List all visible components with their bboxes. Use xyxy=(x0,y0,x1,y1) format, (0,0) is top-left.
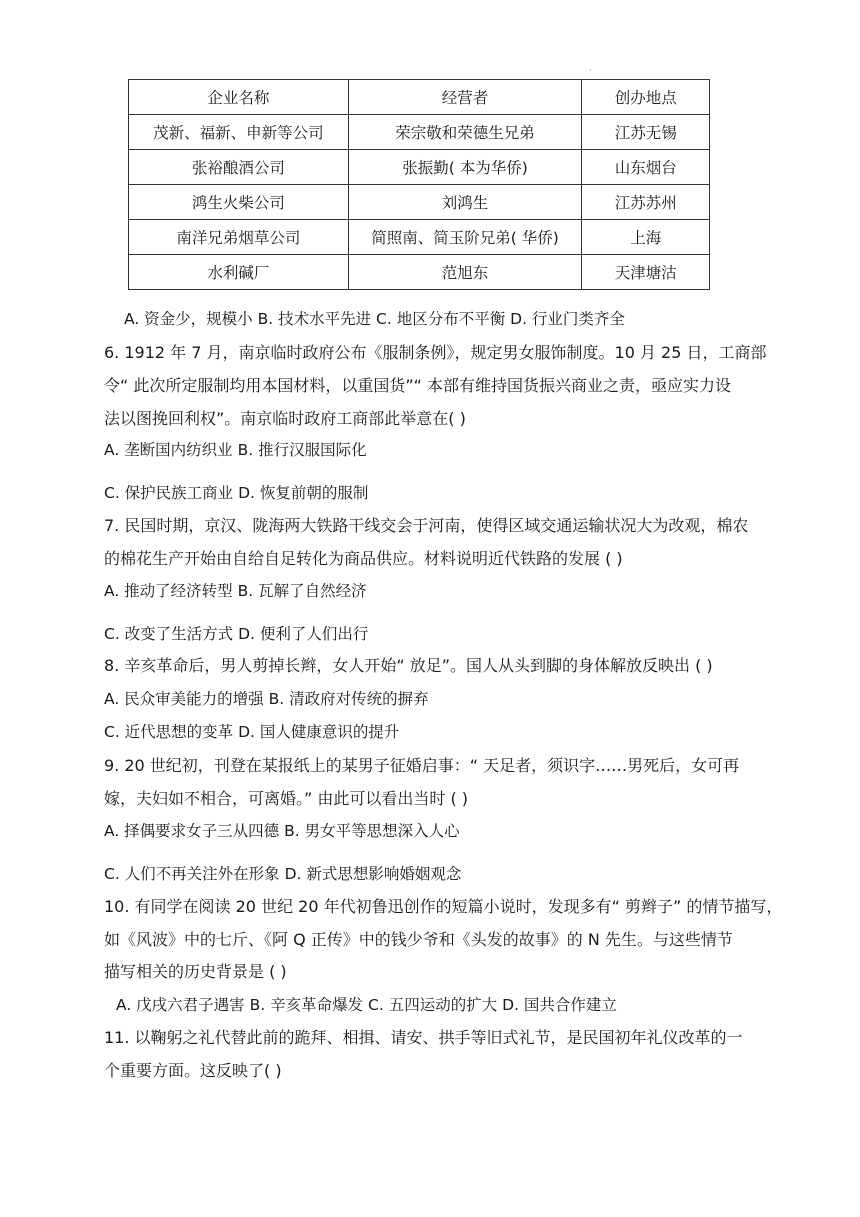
q10-stem-line-2: 如《风波》中的七斤、《阿 Q 正传》中的钱少爷和《头发的故事》的 N 先生。与这些情节 xyxy=(104,930,733,949)
q10-stem-line-3: 描写相关的历史背景是 ( ) xyxy=(104,962,287,981)
table-header-cell: 企业名称 xyxy=(129,80,349,115)
table-row xyxy=(129,115,710,150)
table-cell: 江苏苏州 xyxy=(582,185,710,220)
q9-stem-line-2: 嫁，夫妇如不相合，可离婚。” 由此可以看出当时 ( ) xyxy=(104,789,469,808)
table-cell: 山东烟台 xyxy=(582,150,710,185)
q6-options-ab: A. 垄断国内纺织业 B. 推行汉服国际化 xyxy=(104,441,367,459)
q7-options-ab: A. 推动了经济转型 B. 瓦解了自然经济 xyxy=(104,582,367,600)
q10-stem-line-1: 10. 有同学在阅读 20 世纪 20 年代初鲁迅创作的短篇小说时，发现多有“ 剪辫子” 的情节描写， xyxy=(104,897,783,916)
table-cell: 张振勤( 本为华侨) xyxy=(348,150,582,185)
q7-stem-line-1: 7. 民国时期，京汉、陇海两大铁路干线交会于河南，使得区域交通运输状况大为改观，棉农 xyxy=(104,516,749,535)
table-cell: 鸿生火柴公司 xyxy=(129,185,349,220)
q9-stem-line-1: 9. 20 世纪初，刊登在某报纸上的某男子征婚启事：“ 天足者，须识字……男死后，女可再 xyxy=(104,756,740,775)
q6-options-cd: C. 保护民族工商业 D. 恢复前朝的服制 xyxy=(104,484,369,502)
q7-options-cd: C. 改变了生活方式 D. 便利了人们出行 xyxy=(104,625,369,643)
q8-options-cd: C. 近代思想的变革 D. 国人健康意识的提升 xyxy=(104,723,400,741)
table-row xyxy=(129,255,710,290)
table-cell: 江苏无锡 xyxy=(582,115,710,150)
table-cell: 简照南、简玉阶兄弟( 华侨) xyxy=(348,220,582,255)
q5-options: A. 资金少，规模小 B. 技术水平先进 C. 地区分布不平衡 D. 行业门类齐全 xyxy=(124,310,625,328)
table-header-cell: 创办地点 xyxy=(582,80,710,115)
table-cell: 张裕酿酒公司 xyxy=(129,150,349,185)
table-cell: 上海 xyxy=(582,220,710,255)
q6-stem-line-2: 令“ 此次所定服制均用本国材料，以重国货”“ 本部有维持国货振兴商业之责，亟应实力设 xyxy=(104,376,732,395)
scan-dot: · xyxy=(589,66,592,75)
table-header-cell: 经营者 xyxy=(348,80,582,115)
q10-options: A. 戊戌六君子遇害 B. 辛亥革命爆发 C. 五四运动的扩大 D. 国共合作建立 xyxy=(116,996,617,1014)
q6-stem-line-3: 法以图挽回利权”。南京临时政府工商部此举意在( ) xyxy=(104,409,466,428)
q11-stem-line-1: 11. 以鞠躬之礼代替此前的跪拜、相揖、请安、拱手等旧式礼节，是民国初年礼仪改革的一 xyxy=(104,1028,743,1047)
enterprise-table xyxy=(128,79,710,290)
table-cell: 荣宗敬和荣德生兄弟 xyxy=(348,115,582,150)
q8-stem-line-1: 8. 辛亥革命后，男人剪掉长辫，女人开始“ 放足”。国人从头到脚的身体解放反映出 ( ) xyxy=(104,656,713,675)
table-row xyxy=(129,150,710,185)
table-cell: 刘鸿生 xyxy=(348,185,582,220)
table-row xyxy=(129,220,710,255)
table-cell: 水利碱厂 xyxy=(129,255,349,290)
table-cell: 天津塘沽 xyxy=(582,255,710,290)
table-header-row xyxy=(129,80,710,115)
table-row xyxy=(129,185,710,220)
table-cell: 茂新、福新、申新等公司 xyxy=(129,115,349,150)
q8-options-ab: A. 民众审美能力的增强 B. 清政府对传统的摒弃 xyxy=(104,690,429,708)
table-cell: 范旭东 xyxy=(348,255,582,290)
q9-options-ab: A. 择偶要求女子三从四德 B. 男女平等思想深入人心 xyxy=(104,822,460,840)
q6-stem-line-1: 6. 1912 年 7 月，南京临时政府公布《服制条例》，规定男女服饰制度。10 月 25 日，工商部 xyxy=(104,343,767,362)
table-cell: 南洋兄弟烟草公司 xyxy=(129,220,349,255)
q11-stem-line-2: 个重要方面。这反映了( ) xyxy=(104,1061,282,1080)
q9-options-cd: C. 人们不再关注外在形象 D. 新式思想影响婚姻观念 xyxy=(104,865,462,883)
q7-stem-line-2: 的棉花生产开始由自给自足转化为商品供应。材料说明近代铁路的发展 ( ) xyxy=(104,549,623,568)
